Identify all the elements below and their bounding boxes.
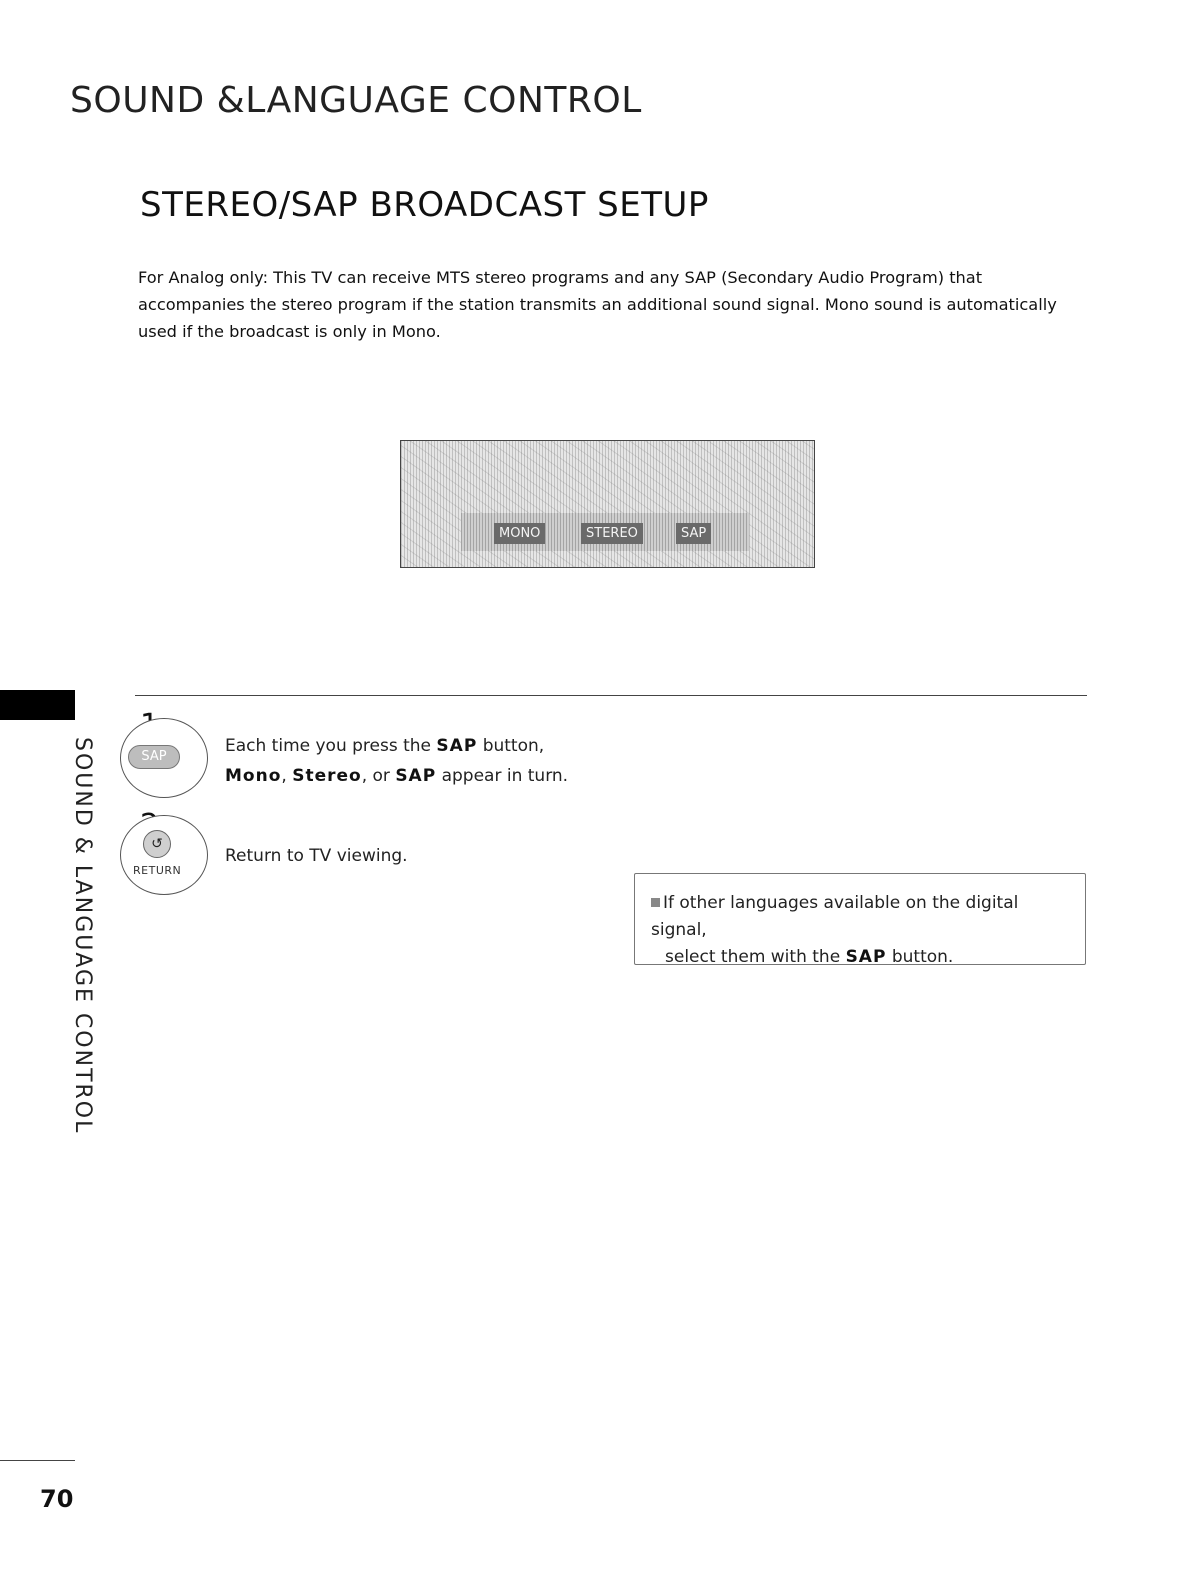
note-text: If other languages available on the digital signal, select them with the SAP button. (651, 893, 1019, 967)
sap-button-icon: SAP (128, 745, 180, 769)
note-box (634, 873, 1086, 965)
kw-sap-note: SAP (845, 947, 887, 967)
intro-paragraph: For Analog only: This TV can receive MTS stereo programs and any SAP (Secondary Audio Program) that accompanies the stereo program if the station transmits an additional sound signal. Mono sound is automatically used if the broadcast is only in Mono. (138, 268, 1057, 341)
kw-sap: SAP (436, 736, 478, 756)
step-2-button-illustration (120, 815, 208, 895)
step-2-text: Return to TV viewing. (225, 846, 408, 866)
page-number: 70 (40, 1485, 74, 1513)
section-divider (135, 695, 1087, 696)
footer-rule (0, 1460, 75, 1461)
side-tab-marker (0, 690, 75, 720)
osd-mode-stereo: STEREO (581, 523, 643, 544)
kw-stereo: Stereo (292, 766, 362, 786)
kw-mono: Mono (225, 766, 282, 786)
page-heading: STEREO/SAP BROADCAST SETUP (140, 185, 709, 225)
step-1-text: Each time you press the SAP button, Mono, Stereo, or SAP appear in turn. (225, 736, 569, 786)
section-title: SOUND &LANGUAGE CONTROL (70, 80, 642, 121)
osd-mode-mono: MONO (494, 523, 545, 544)
note-bullet-icon (651, 898, 660, 907)
sound-mode-osd-bar (461, 513, 749, 551)
side-tab-label: SOUND & LANGUAGE CONTROL (70, 737, 95, 1135)
kw-sap-2: SAP (395, 766, 437, 786)
return-button-label: RETURN (133, 864, 182, 877)
osd-mode-sap: SAP (676, 523, 711, 544)
step-1-button-illustration (120, 718, 208, 798)
return-icon: ↺ (143, 830, 171, 858)
tv-screen-illustration (400, 440, 815, 568)
